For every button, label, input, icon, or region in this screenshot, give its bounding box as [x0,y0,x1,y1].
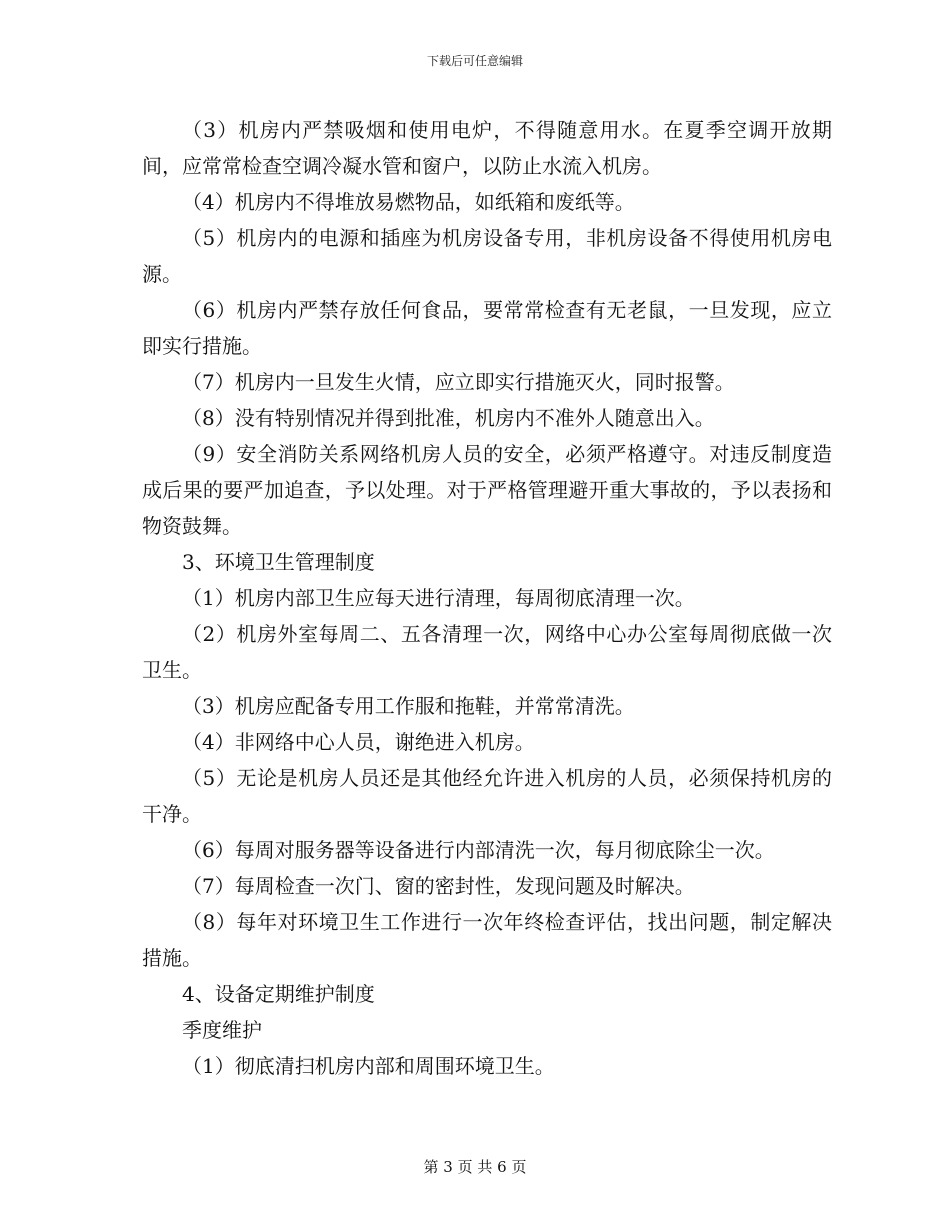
subheading-quarterly: 季度维护 [182,1018,262,1042]
paragraph-no-entry: （4）非网络中心人员，谢绝进入机房。 [182,730,535,754]
paragraph-annual-review: （8）每年对环境卫生工作进行一次年终检查评估，找出问题，制定解决措施。 [142,910,832,970]
paragraph-food-rodents: （6）机房内严禁存放任何食品，要常常检查有无老鼠，一旦发现，应立即实行措施。 [142,298,832,358]
paragraph-workwear: （3）机房应配备专用工作服和拖鞋，并常常清洗。 [182,694,635,718]
paragraph-daily-cleaning: （1）机房内部卫生应每天进行清理，每周彻底清理一次。 [182,586,695,610]
page-header: 下载后可任意编辑 [426,54,523,68]
paragraph-keep-clean: （5）无论是机房人员还是其他经允许进入机房的人员，必须保持机房的干净。 [142,766,832,826]
paragraph-safety-compliance: （9）安全消防关系网络机房人员的安全，必须严格遵守。对违反制度造成后果的要严加追查，予以处理。对于严格管理避开重大事故的，予以表扬和物资鼓舞。 [142,442,832,538]
paragraph-door-window-check: （7）每周检查一次门、窗的密封性，发现问题及时解决。 [182,874,695,898]
paragraph-fire-smoking-water: （3）机房内严禁吸烟和使用电炉，不得随意用水。在夏季空调开放期间，应常常检查空调冷凝水管和窗户，以防止水流入机房。 [142,118,832,178]
paragraph-flammables: （4）机房内不得堆放易燃物品，如纸箱和废纸等。 [182,190,635,214]
paragraph-power-sockets: （5）机房内的电源和插座为机房设备专用，非机房设备不得使用机房电源。 [142,226,832,286]
paragraph-outer-room-cleaning: （2）机房外室每周二、五各清理一次，网络中心办公室每周彻底做一次卫生。 [142,622,832,682]
section-heading-maintenance: 4、设备定期维护制度 [182,982,375,1006]
paragraph-server-cleaning: （6）每周对服务器等设备进行内部清洗一次，每月彻底除尘一次。 [182,838,775,862]
document-body [142,112,832,1084]
page-number: 第 3 页 共 6 页 [423,1158,527,1176]
paragraph-thorough-clean: （1）彻底清扫机房内部和周围环境卫生。 [182,1054,555,1078]
section-heading-hygiene: 3、环境卫生管理制度 [182,550,375,574]
paragraph-fire-response: （7）机房内一旦发生火情，应立即实行措施灭火，同时报警。 [182,370,735,394]
paragraph-visitor-access: （8）没有特别情况并得到批准，机房内不准外人随意出入。 [182,406,715,430]
